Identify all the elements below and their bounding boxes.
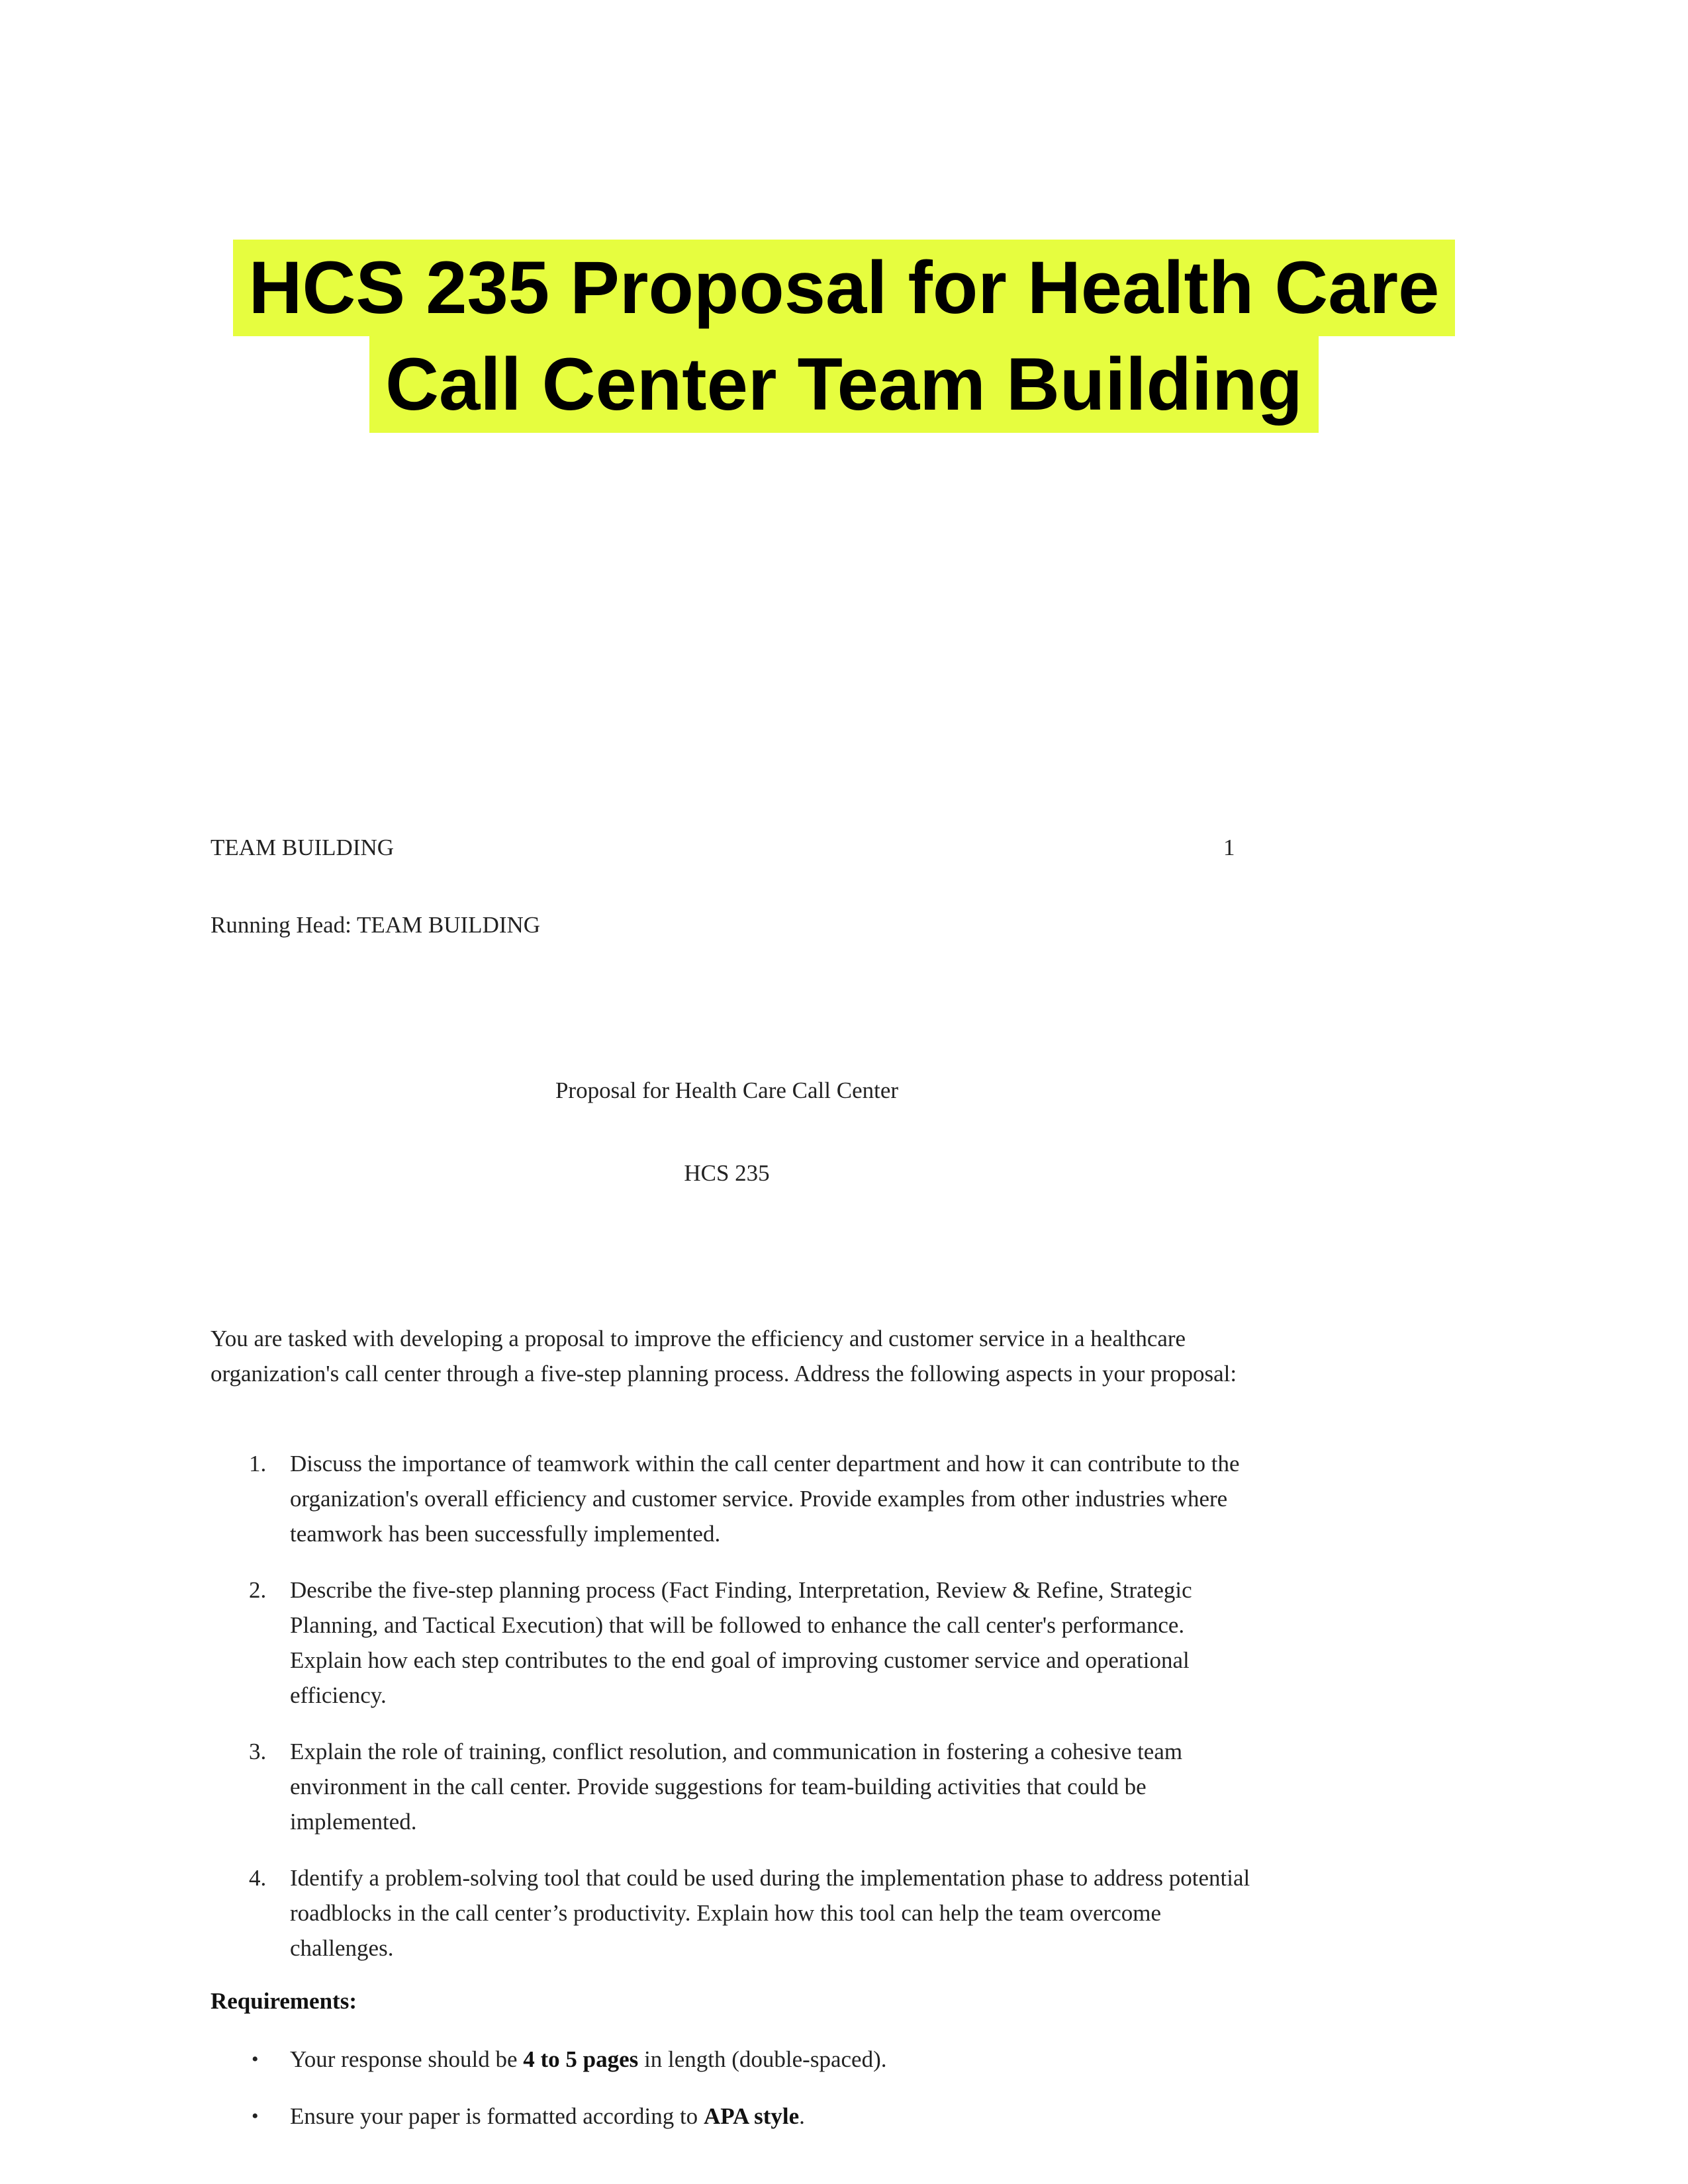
requirements-list bbox=[211, 2042, 1243, 2156]
requirement-text-before: Ensure your paper is formatted according to bbox=[290, 2103, 704, 2129]
requirement-text-after: . bbox=[799, 2103, 805, 2129]
requirement-text-before: Your response should be bbox=[290, 2046, 524, 2072]
list-item-text: Identify a problem-solving tool that could be used during the implementation phase to address potential roadblocks in the call center’s productivity. Explain how this tool can help the team overcome challenges. bbox=[290, 1865, 1250, 1961]
list-item bbox=[211, 1860, 1256, 1966]
intro-paragraph bbox=[211, 1321, 1243, 1391]
page-header-title: TEAM BUILDING bbox=[211, 835, 395, 860]
running-head: Running Head: TEAM BUILDING bbox=[211, 912, 541, 938]
intro-text: You are tasked with developing a proposal to improve the efficiency and customer service in a healthcare organization's call center through a five-step planning process. Address the following aspects in your proposal: bbox=[211, 1326, 1237, 1387]
bullet-icon: • bbox=[252, 2105, 259, 2127]
title-line-1: HCS 235 Proposal for Health Care bbox=[233, 240, 1456, 336]
list-item-text: Discuss the importance of teamwork within the call center department and how it can contribute to the organization's overall efficiency and customer service. Provide examples from other industries where teamwork has been successfully implemented. bbox=[290, 1451, 1240, 1547]
list-item bbox=[211, 2042, 1243, 2077]
requirement-text-bold: APA style bbox=[703, 2103, 800, 2129]
course-code: HCS 235 bbox=[684, 1160, 770, 1186]
list-item-text: Describe the five-step planning process (Fact Finding, Interpretation, Review & Refine, Strategic Planning, and Tactical Execution) that will be followed to enhance the call center's performance. Explain how each step contributes to the end goal of improving customer service and operational efficiency. bbox=[290, 1577, 1192, 1708]
requirement-text-after: in length (double-spaced). bbox=[638, 2046, 887, 2072]
list-number: 4. bbox=[249, 1865, 267, 1891]
requirement-text-bold: 4 to 5 pages bbox=[523, 2046, 639, 2072]
list-number: 1. bbox=[249, 1451, 267, 1477]
requirements-heading: Requirements: bbox=[211, 1988, 357, 2014]
task-list bbox=[211, 1446, 1250, 1987]
highlighted-title bbox=[0, 240, 1688, 433]
page-number: 1 bbox=[1223, 835, 1235, 860]
list-item bbox=[211, 2099, 1243, 2134]
bullet-icon: • bbox=[252, 2048, 259, 2070]
list-number: 2. bbox=[249, 1577, 267, 1603]
list-item bbox=[211, 1572, 1256, 1713]
list-item bbox=[211, 1446, 1256, 1551]
title-line-2: Call Center Team Building bbox=[369, 336, 1319, 433]
paper-title: Proposal for Health Care Call Center bbox=[555, 1077, 899, 1103]
list-item-text: Explain the role of training, conflict resolution, and communication in fostering a cohesive team environment in the call center. Provide suggestions for team-building activities that could be implemented. bbox=[290, 1739, 1183, 1835]
list-item bbox=[211, 1734, 1256, 1839]
list-number: 3. bbox=[249, 1739, 267, 1764]
